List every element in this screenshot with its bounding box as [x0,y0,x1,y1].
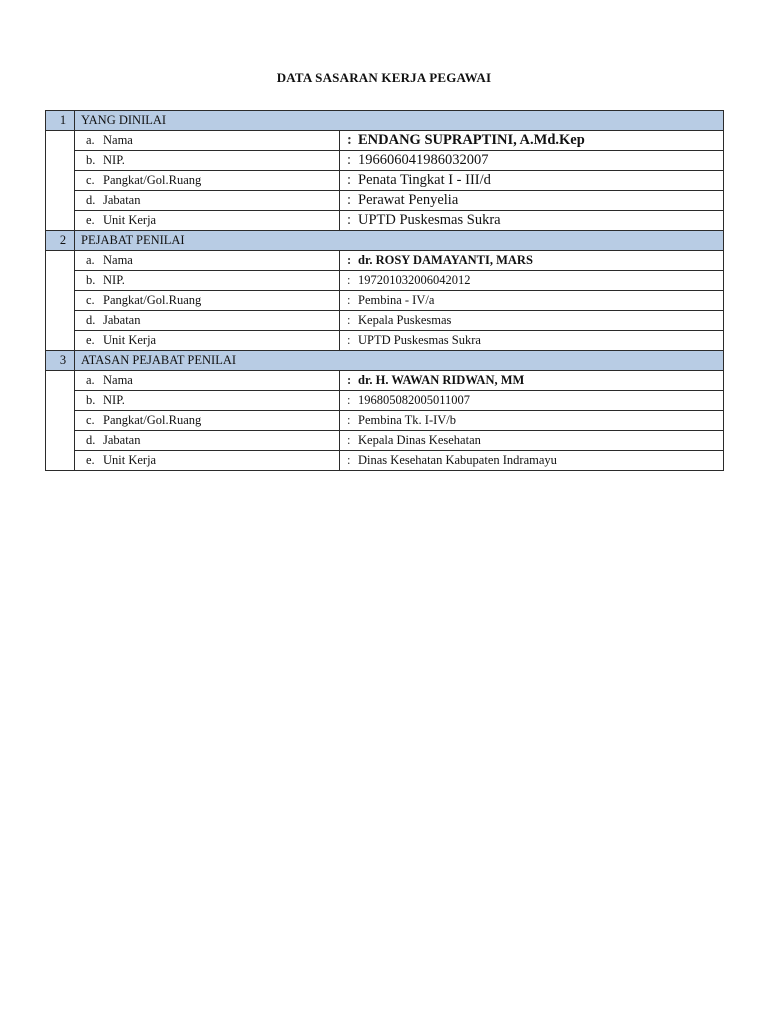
row-letter: e. [86,453,95,467]
field-label: NIP. [103,393,125,407]
colon-separator: : [347,293,351,307]
table-row [46,311,724,331]
colon-separator: : [347,273,351,287]
colon-separator: : [347,413,351,427]
field-value: Perawat Penyelia [358,192,459,208]
field-label: Jabatan [103,433,141,447]
field-value: dr. H. WAWAN RIDWAN, MM [358,373,525,387]
row-letter: b. [86,153,96,167]
row-letter: e. [86,213,95,227]
table-row [46,371,724,391]
table-row [46,151,724,171]
row-letter: e. [86,333,95,347]
field-value: Penata Tingkat I - III/d [358,172,491,188]
colon-separator: : [347,132,352,148]
section-header-row [46,111,724,131]
field-label: Nama [103,133,133,147]
row-letter: d. [86,433,96,447]
field-value: ENDANG SUPRAPTINI, A.Md.Kep [358,132,585,148]
field-value: Pembina Tk. I-IV/b [358,413,457,427]
row-letter: d. [86,193,96,207]
table-row [46,191,724,211]
table-row [46,131,724,151]
table-row [46,411,724,431]
section-heading: ATASAN PEJABAT PENILAI [75,351,724,371]
field-value: 196606041986032007 [358,152,489,168]
table-row [46,331,724,351]
section-header-row [46,351,724,371]
field-label: NIP. [103,153,125,167]
section-header-row [46,231,724,251]
row-letter: b. [86,273,96,287]
row-spacer-cell [46,371,75,471]
row-spacer-cell [46,251,75,351]
colon-separator: : [347,172,352,188]
row-letter: d. [86,313,96,327]
table-row [46,251,724,271]
employee-data-table [45,110,724,471]
field-value: 196805082005011007 [358,393,471,407]
field-label: Jabatan [103,193,141,207]
field-value: dr. ROSY DAMAYANTI, MARS [358,253,533,267]
colon-separator: : [347,393,351,407]
colon-separator: : [347,433,351,447]
row-letter: a. [86,133,95,147]
section-number: 3 [46,351,75,371]
colon-separator: : [347,333,351,347]
document-title: DATA SASARAN KERJA PEGAWAI [276,70,492,85]
row-letter: c. [86,173,95,187]
colon-separator: : [347,453,351,467]
row-letter: b. [86,393,96,407]
colon-separator: : [347,313,351,327]
colon-separator: : [347,152,352,168]
table-row [46,451,724,471]
field-value: Kepala Dinas Kesehatan [358,433,481,447]
field-label: Pangkat/Gol.Ruang [103,173,202,187]
colon-separator: : [347,212,352,228]
row-letter: a. [86,253,95,267]
field-value: 197201032006042012 [358,273,471,287]
field-label: Nama [103,373,133,387]
table-row [46,391,724,411]
row-letter: c. [86,293,95,307]
field-value: UPTD Puskesmas Sukra [358,212,501,228]
field-label: Unit Kerja [103,453,157,467]
field-value: Pembina - IV/a [358,293,435,307]
colon-separator: : [347,373,352,387]
row-letter: c. [86,413,95,427]
table-row [46,291,724,311]
section-heading: PEJABAT PENILAI [75,231,724,251]
field-value: UPTD Puskesmas Sukra [358,333,481,347]
field-label: Pangkat/Gol.Ruang [103,413,202,427]
row-letter: a. [86,373,95,387]
section-number: 2 [46,231,75,251]
section-number: 1 [46,111,75,131]
colon-separator: : [347,192,352,208]
field-label: Nama [103,253,133,267]
field-label: Unit Kerja [103,213,157,227]
table-row [46,431,724,451]
field-label: Jabatan [103,313,141,327]
field-label: Unit Kerja [103,333,157,347]
field-label: NIP. [103,273,125,287]
table-row [46,171,724,191]
field-value: Kepala Puskesmas [358,313,452,327]
table-row [46,211,724,231]
field-label: Pangkat/Gol.Ruang [103,293,202,307]
row-spacer-cell [46,131,75,231]
field-value: Dinas Kesehatan Kabupaten Indramayu [358,453,557,467]
section-heading: YANG DINILAI [75,111,724,131]
table-row [46,271,724,291]
colon-separator: : [347,253,352,267]
